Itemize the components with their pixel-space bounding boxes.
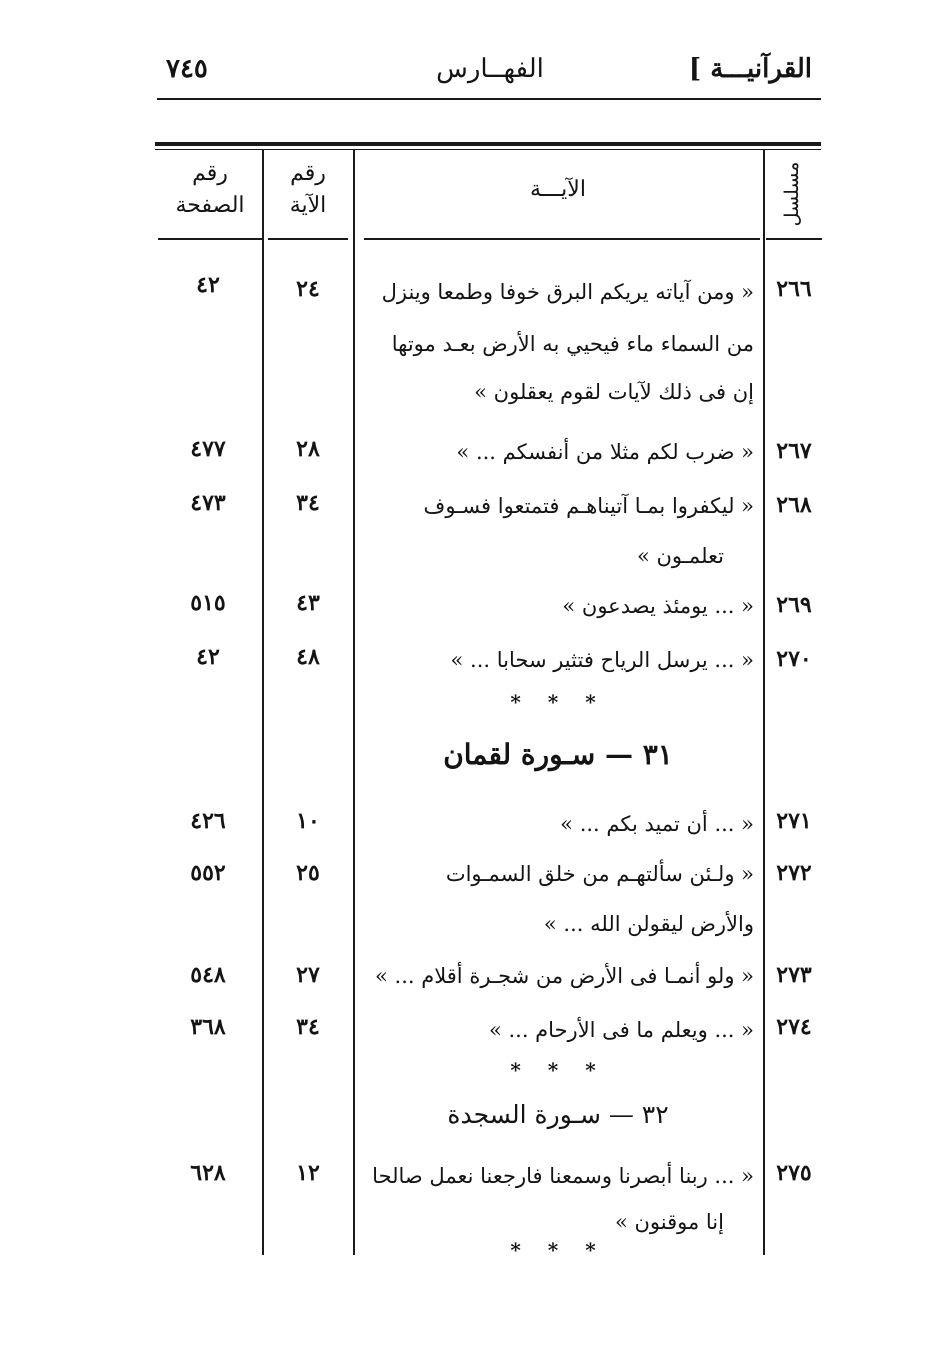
verse-line: « ليكفروا بمـا آتيناهـم فتمتعوا فسـوف [423,494,754,518]
ayah-number: ١٢ [296,1160,320,1186]
header-rule [157,98,821,100]
verse-line: « ولو أنمـا فى الأرض من شجـرة أقلام ... » [375,964,754,988]
verse-line: « ... ربنا أبصرنا وسمعنا فارجعنا نعمل صالحا [372,1164,754,1188]
page-ref: ٣٦٨ [190,1014,226,1040]
separator-stars: * * * [510,690,606,714]
ayah-number: ٤٨ [296,644,320,670]
page-ref: ٤٢ [196,644,220,670]
verse-line: إنا موقنون » [614,1210,724,1234]
verse-line: إن فى ذلك لآيات لقوم يعقلون » [474,380,754,404]
surah-heading: ٣١ — سـورة لقمان [443,738,673,771]
column-divider-serial [763,150,765,1255]
page-ref: ٤٧٣ [190,490,226,516]
header-underline-serial [766,238,822,240]
surah-heading: ٣٢ — سـورة السجدة [447,1100,669,1129]
serial-number: ٢٧٠ [776,646,812,672]
column-header-serial: مسلسل [781,161,803,227]
verse-line: « ضرب لكم مثلا من أنفسكم ... » [456,440,754,464]
header-underline-page [158,238,262,240]
ayah-number: ٢٥ [296,860,320,886]
header-underline-ayah [268,238,348,240]
column-divider-page [262,150,264,1255]
serial-number: ٢٦٨ [776,492,812,518]
verse-line: « ... يومئذ يصدعون » [562,594,754,618]
column-header-page: رقم الصفحة [175,161,245,218]
serial-number: ٢٧٣ [776,962,812,988]
page-ref: ٦٢٨ [190,1160,226,1186]
verse-line: « ... أن تميد بكم ... » [560,812,754,836]
column-divider-ayah [353,150,355,1255]
column-header-verse: الآيـــة [530,177,586,202]
serial-number: ٢٧٥ [776,1160,812,1186]
verse-line: تعلمـون » [636,544,724,568]
verse-line: « ... يرسل الرياح فتثير سحابا ... » [450,648,754,672]
page-ref: ٤٧٧ [190,436,226,462]
page-ref: ٥١٥ [190,590,226,616]
ayah-number: ٣٤ [296,1014,320,1040]
serial-number: ٢٦٦ [776,276,812,302]
separator-stars: * * * [510,1058,606,1082]
ayah-number: ٢٨ [296,436,320,462]
serial-number: ٢٧٤ [776,1014,812,1040]
ayah-number: ٣٤ [296,490,320,516]
verse-line: « ومن آياته يريكم البرق خوفا وطمعا وينزل [381,280,754,304]
ayah-number: ٤٣ [296,590,320,616]
section-title: القرآنيـــة ] [688,54,812,84]
serial-number: ٢٧٢ [776,860,812,886]
page-ref: ٥٤٨ [190,962,226,988]
verse-line: « ... ويعلم ما فى الأرحام ... » [488,1018,754,1042]
verse-line: والأرض ليقولن الله ... » [543,912,754,936]
verse-line: من السماء ماء فيحيي به الأرض بعـد موتها [391,332,754,356]
header-underline-verse [364,238,760,240]
table-top-rule [155,142,821,146]
serial-number: ٢٧١ [776,808,812,834]
verse-line: « ولـئن سألتهـم من خلق السمـوات [445,862,754,886]
separator-stars: * * * [510,1238,606,1262]
page-ref: ٥٥٢ [190,860,226,886]
ayah-number: ١٠ [296,808,320,834]
running-title: الفهــارس [436,54,544,84]
page-number: ٧٤٥ [166,54,208,84]
ayah-number: ٢٧ [296,962,320,988]
ayah-number: ٢٤ [296,276,320,302]
page-ref: ٤٢٦ [190,808,226,834]
serial-number: ٢٦٧ [776,438,812,464]
table-top-rule-thin [155,149,821,150]
serial-number: ٢٦٩ [776,592,812,618]
column-header-ayah: رقم الآية [289,161,327,218]
page-ref: ٤٢ [196,272,220,298]
